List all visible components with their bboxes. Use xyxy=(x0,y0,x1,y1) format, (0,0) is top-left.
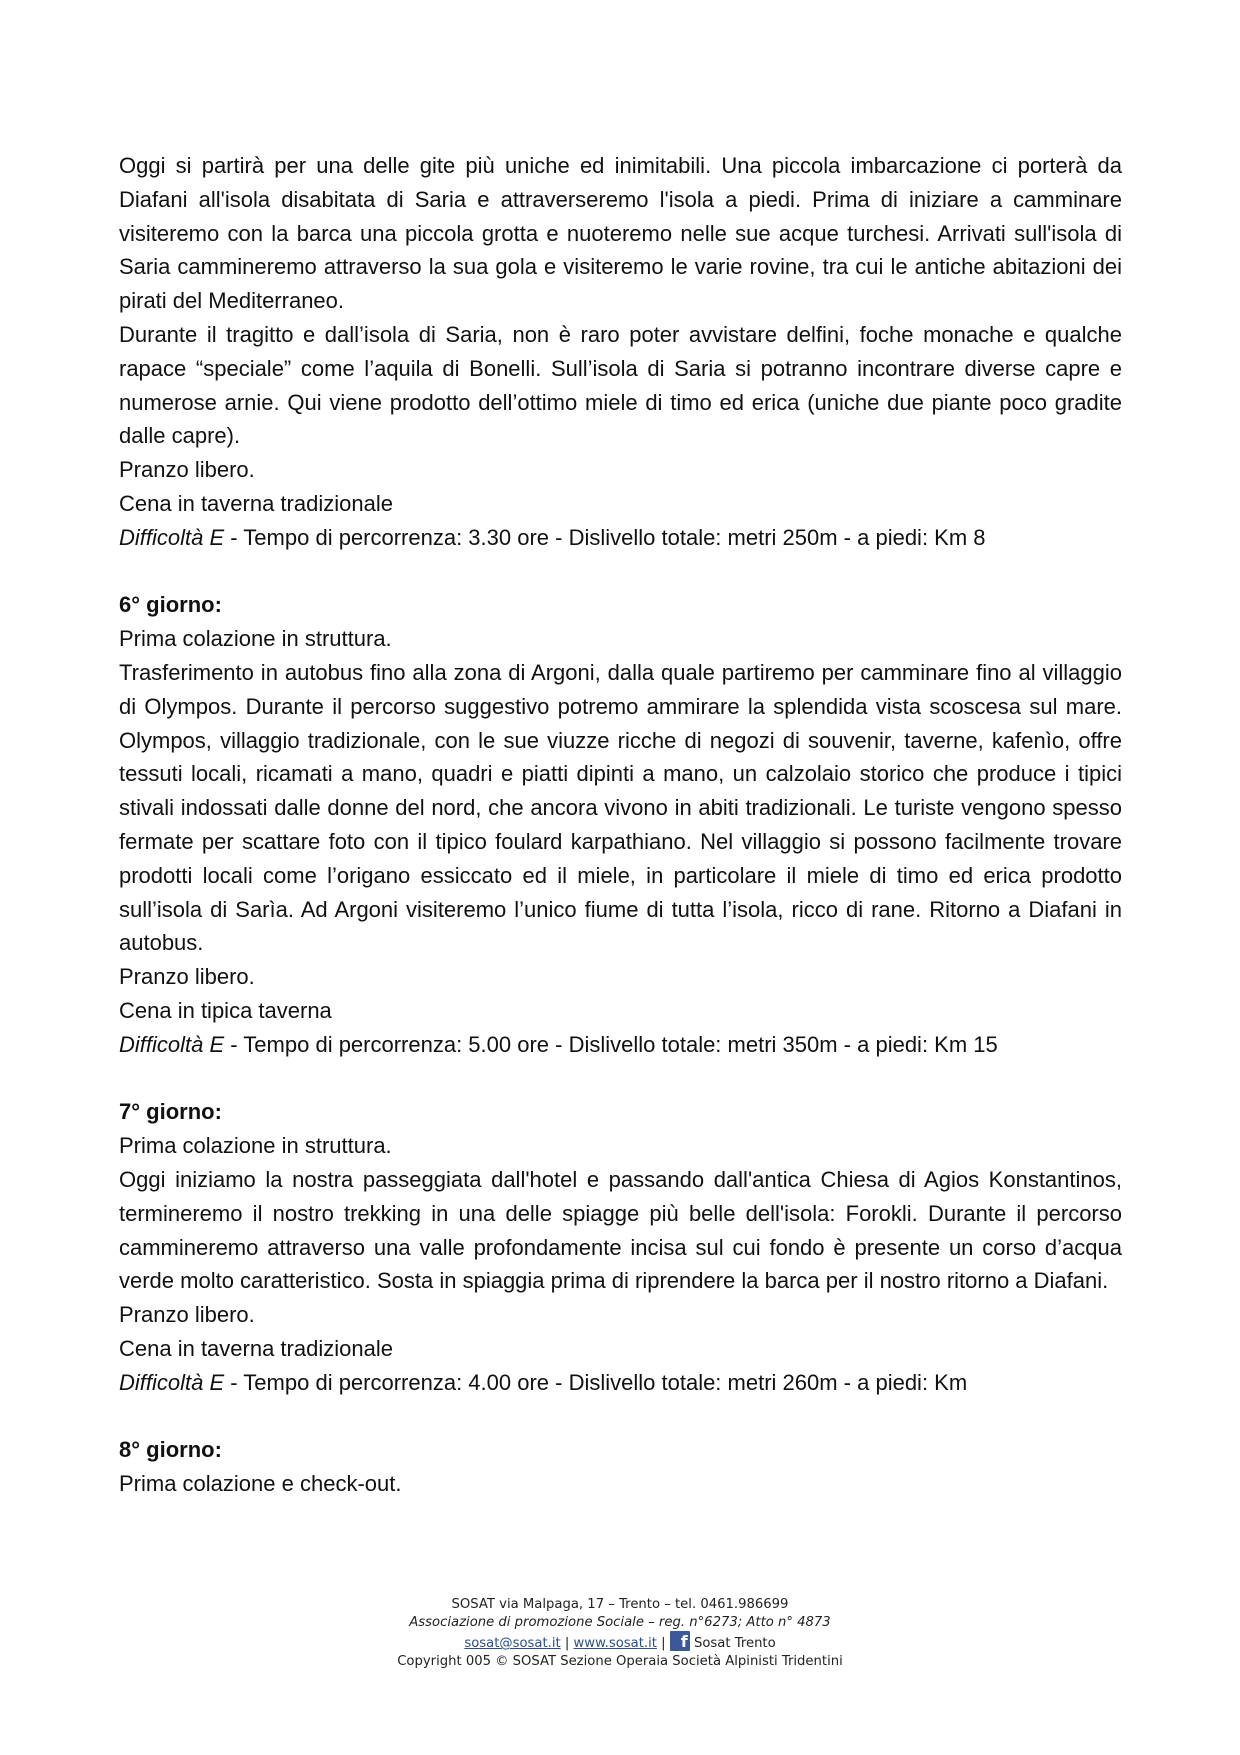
difficulty-details: - Tempo di percorrenza: 4.00 ore - Dislivello totale: metri 260m - a piedi: Km xyxy=(224,1369,968,1395)
day5-paragraph-1: Oggi si partirà per una delle gite più uniche ed inimitabili. Una piccola imbarcazione ci porterà da Diafani all'isola disabitata di Saria e attraverseremo l'isola a piedi. Prima di iniziare a camminare visiteremo con la barca una piccola grotta e nuoteremo nelle sue acque turchesi. Arrivati sull'isola di Saria cammineremo attraverso la sua gola e visiteremo le varie rovine, tra cui le antiche abitazioni dei pirati del Mediterraneo. xyxy=(119,153,1122,314)
day8-heading: 8° giorno: xyxy=(119,1437,222,1463)
day7-lunch: Pranzo libero. xyxy=(119,1302,255,1328)
footer-address: SOSAT via Malpaga, 17 – Trento – tel. 0461.986699 xyxy=(451,1597,789,1612)
day6-difficulty xyxy=(119,1028,1122,1062)
day7-description: Oggi iniziamo la nostra passeggiata dall'hotel e passando dall'antica Chiesa di Agios Konstantinos, termineremo il nostro trekking in una delle spiagge più belle dell'isola: Forokli. Durante il percorso cammineremo attraverso una valle profondamente incisa sul cui fondo è presente un corso d’acqua verde molto caratteristico. Sosta in spiaggia prima di riprendere la barca per il nostro ritorno a Diafani. xyxy=(119,1166,1122,1294)
difficulty-label: Difficoltà E xyxy=(119,1031,225,1057)
spacer xyxy=(119,1062,1122,1096)
day6-heading: 6° giorno: xyxy=(119,592,222,618)
difficulty-label: Difficoltà E xyxy=(119,524,225,550)
difficulty-details: - Tempo di percorrenza: 5.00 ore - Dislivello totale: metri 350m - a piedi: Km 15 xyxy=(224,1031,998,1057)
difficulty-details: - Tempo di percorrenza: 3.30 ore - Dislivello totale: metri 250m - a piedi: Km 8 xyxy=(224,524,986,550)
day5-paragraph-2: Durante il tragitto e dall’isola di Saria, non è raro poter avvistare delfini, foche monache e qualche rapace “speciale” come l’aquila di Bonelli. Sull’isola di Saria si potranno incontrare diverse capre e numerose arnie. Qui viene prodotto dell’ottimo miele di timo ed erica (uniche due piante poco gradite dalle capre). xyxy=(119,321,1122,449)
separator: | xyxy=(656,1636,670,1652)
day6-dinner: Cena in tipica taverna xyxy=(119,997,332,1023)
email-link[interactable]: sosat@sosat.it xyxy=(464,1636,561,1652)
facebook-label[interactable]: Sosat Trento xyxy=(689,1636,776,1652)
day5-difficulty xyxy=(119,521,1122,555)
day6-lunch: Pranzo libero. xyxy=(119,964,255,990)
day7-breakfast: Prima colazione in struttura. xyxy=(119,1133,392,1159)
separator: | xyxy=(560,1636,574,1652)
day7-heading: 7° giorno: xyxy=(119,1099,222,1125)
footer-association: Associazione di promozione Sociale – reg. n°6273; Atto n° 4873 xyxy=(409,1614,831,1630)
day5-lunch: Pranzo libero. xyxy=(119,457,255,483)
day6-description: Trasferimento in autobus fino alla zona di Argoni, dalla quale partiremo per camminare fino al villaggio di Olympos. Durante il percorso suggestivo potremo ammirare la splendida vista scoscesa sul mare. Olympos, villaggio tradizionale, con le sue viuzze ricche di negozi di souvenir, taverne, kafenìo, offre tessuti locali, ricamati a mano, quadri e piatti dipinti a mano, un calzolaio storico che produce i tipici stivali indossati dalle donne del nord, che ancora vivono in abiti tradizionali. Le turiste vengono spesso fermate per scattare foto con il tipico foulard karpathiano. Nel villaggio si possono facilmente trovare prodotti locali come l’origano essiccato ed il miele, in particolare il miele di timo ed erica prodotto sull’isola di Sarìa. Ad Argoni visiteremo l’unico fiume di tutta l’isola, ricco di rane. Ritorno a Diafani in autobus. xyxy=(119,659,1122,956)
page-footer xyxy=(0,1596,1240,1670)
footer-contacts xyxy=(0,1631,1240,1653)
facebook-icon[interactable]: f xyxy=(670,1631,690,1651)
day6-breakfast: Prima colazione in struttura. xyxy=(119,626,392,652)
footer-copyright: Copyright 005 © SOSAT Sezione Operaia Società Alpinisti Tridentini xyxy=(397,1653,843,1669)
day8-breakfast: Prima colazione e check-out. xyxy=(119,1471,402,1497)
website-link[interactable]: www.sosat.it xyxy=(573,1636,657,1652)
day7-difficulty xyxy=(119,1366,1122,1400)
day5-dinner: Cena in taverna tradizionale xyxy=(119,490,393,516)
spacer xyxy=(119,555,1122,589)
difficulty-label: Difficoltà E xyxy=(119,1369,225,1395)
spacer xyxy=(119,1399,1122,1433)
day7-dinner: Cena in taverna tradizionale xyxy=(119,1335,393,1361)
itinerary-content xyxy=(119,149,1122,1501)
